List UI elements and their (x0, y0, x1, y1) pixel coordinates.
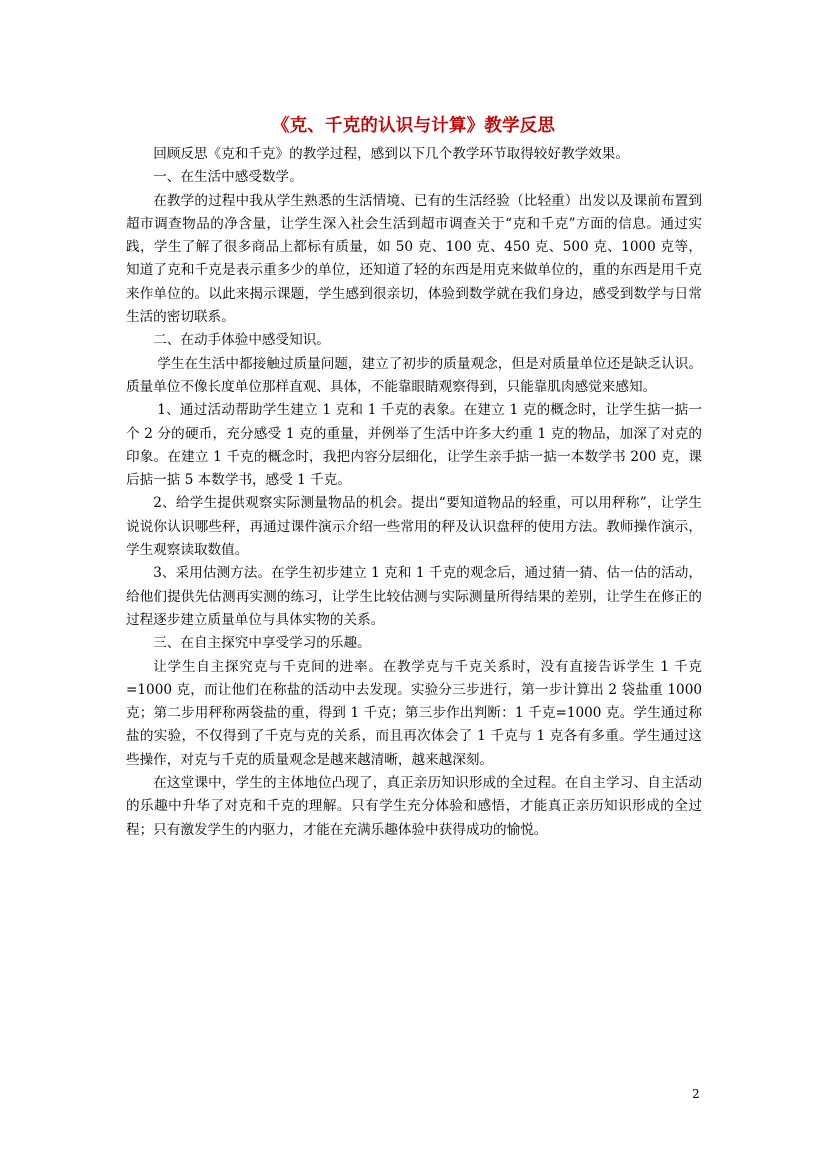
body-paragraph: 让学生自主探究克与千克间的进率。在教学克与千克关系时，没有直接告诉学生 1 千克=1000 克，而让他们在称盐的活动中去发现。实验分三步进行，第一步计算出 2 袋盐重 1000 克；第二步用秤称两袋盐的重，得到 1 千克；第三步作出判断：1 千克=1000 克。学生通过称盐的实验，不仅得到了千克与克的关系，而且再次体会了 1 千克与 1 克各有多重。学生通过这些操作，对克与千克的质量观念是越来越清晰，越来越深刻。 (126, 658, 702, 768)
page-number: 2 (692, 1087, 700, 1101)
list-item-2: 2、给学生提供观察实际测量物品的机会。提出“要知道物品的轻重，可以用秤称”，让学生说说你认识哪些秤，再通过课件演示介绍一些常用的秤及认识盘秤的使用方法。教师操作演示，学生观察读取数值。 (126, 495, 702, 559)
list-item-3: 3、采用估测方法。在学生初步建立 1 克和 1 千克的观念后，通过猜一猜、估一估的活动，给他们提供先估测再实测的练习，让学生比较估测与实际测量所得结果的差别，让学生在修正的过程逐步建立质量单位与具体实物的关系。 (126, 565, 702, 628)
body-paragraph: 学生在生活中都接触过质量问题，建立了初步的质量观念，但是对质量单位还是缺乏认识。质量单位不像长度单位那样直观、具体，不能靠眼睛观察得到，只能靠肌肉感觉来感知。 (126, 355, 702, 395)
document-body (126, 143, 702, 842)
section-heading-1: 一、在生活中感受数学。 (153, 169, 303, 186)
body-paragraph: 在教学的过程中我从学生熟悉的生活情境、已有的生活经验（比轻重）出发以及课前布置到超市调查物品的净含量，让学生深入社会生活到超市调查关于“克和千克”方面的信息。通过实践，学生了解了很多商品上都标有质量，如 50 克、100 克、450 克、500 克、1000 克等，知道了克和千克是表示重多少的单位，还知道了轻的东西是用克来做单位的，重的东西是用千克来作单位的。以此来揭示课题，学生感到很亲切，体验到数学就在我们身边，感受到数学与日常生活的密切联系。 (126, 192, 702, 326)
document-title: 《克、千克的认识与计算》教学反思 (271, 116, 556, 136)
list-item-1: 1、通过活动帮助学生建立 1 克和 1 千克的表象。在建立 1 克的概念时，让学生掂一掂一个 2 分的硬币，充分感受 1 克的重量，并例举了生活中许多大约重 1 克的物品，加深了对克的印象。在建立 1 千克的概念时，我把内容分层细化，让学生亲手掂一掂一本数学书 200 克，课后掂一掂 5 本数学书，感受 1 千克。 (126, 402, 702, 489)
intro-paragraph: 回顾反思《克和千克》的教学过程，感到以下几个教学环节取得较好教学效果。 (153, 146, 629, 162)
section-heading-3: 三、在自主探究中享受学习的乐趣。 (153, 635, 371, 652)
conclusion-paragraph: 在这堂课中，学生的主体地位凸现了，真正亲历知识形成的全过程。在自主学习、自主活动的乐趣中升华了对克和千克的理解。只有学生充分体验和感悟，才能真正亲历知识形成的全过程；只有激发学生的内驱力，才能在充满乐趣体验中获得成功的愉悦。 (126, 775, 702, 838)
section-heading-2: 二、在动手体验中感受知识。 (153, 332, 330, 349)
